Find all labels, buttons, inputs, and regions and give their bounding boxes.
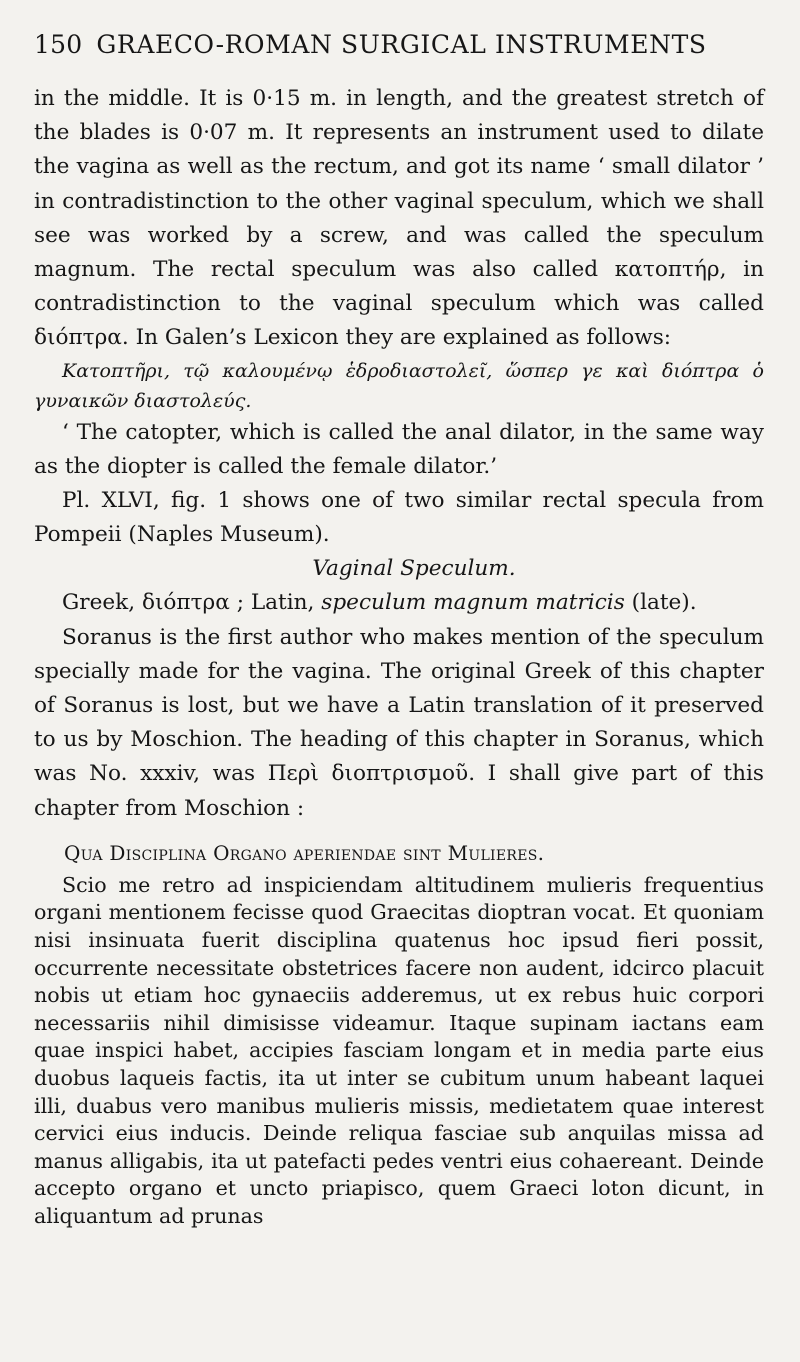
running-title: GRAECO-ROMAN SURGICAL INSTRUMENTS xyxy=(96,30,707,59)
paragraph-soranus: Soranus is the first author who makes mention of the speculum specially made for the vagina. The original Greek of this chapter of Soranus is lost, but we have a Latin translation of it preserved to us by Moschion. The heading of this chapter in Soranus, which was No. xxxiv, was Περὶ διοπτρισμοῦ. I shall give part of this chapter from Moschion : xyxy=(34,624,764,821)
names-prefix: Greek, διόπτρα ; Latin, xyxy=(62,590,322,616)
section-heading: Vaginal Speculum. xyxy=(312,556,516,582)
body-text xyxy=(34,82,764,826)
instrument-names xyxy=(34,586,764,620)
latin-chapter-heading: Qua Disciplina Organo aperiendae sint Mulieres. xyxy=(64,840,545,865)
quotation-translation: ‘ The catopter, which is called the anal dilator, in the same way as the diopter is called the female dilator.’ xyxy=(34,419,764,479)
paragraph-intro: in the middle. It is 0·15 m. in length, and the greatest stretch of the blades is 0·07 m. It represents an instrument used to dilate the vagina as well as the rectum, and got its name ‘ small dilator ’ in contradistinction to the other vaginal speculum, which we shall see was worked by a screw, and was called the speculum magnum. The rectal speculum was also called κατοπτήρ, in contradistinction to the vaginal speculum which was called διόπτρα. In Galen’s Lexicon they are explained as follows: xyxy=(34,86,764,351)
running-head xyxy=(34,30,764,74)
names-suffix: (late). xyxy=(624,590,697,616)
greek-quotation: Κατοπτῆρι, τῷ καλουμένῳ ἑδροδιαστολεῖ, ὥσπερ γε καὶ διόπτρα ὁ γυναικῶν διαστολεύς. xyxy=(34,359,764,412)
page-number: 150 xyxy=(34,30,83,59)
paragraph-plate-reference: Pl. XLVI, fig. 1 shows one of two similar rectal specula from Pompeii (Naples Museum). xyxy=(34,488,764,548)
names-latin: speculum magnum matricis xyxy=(321,590,625,616)
latin-text: Scio me retro ad inspiciendam altitudinem mulieris frequentius organi mentionem fecisse quod Graecitas dioptran vocat. Et quoniam nisi insinuata fuerit disciplina quatenus hoc ipsud fieri possit, occurrente necessitate obstetrices facere non audent, idcirco placuit nobis ut etiam hoc gynaeciis adderemus, ut ex rebus huic corpori necessariis nihil dimisisse videamur. Itaque supinam iactans eam quae inspici habet, accipies fasciam longam et in media parte eius duobus laqueis factis, ita ut inter se cubitum unum habeant laquei illi, duabus vero manibus mulieris missis, medietatem quae interest cervici eius inducis. Deinde reliqua fasciae sub anquilas missa ad manus alligabis, ita ut patefacti pedes ventri eius cohaereant. Deinde accepto organo et uncto priapisco, quem Graeci loton dicunt, in aliquantum ad prunas xyxy=(34,872,764,1228)
latin-passage xyxy=(34,872,764,1231)
